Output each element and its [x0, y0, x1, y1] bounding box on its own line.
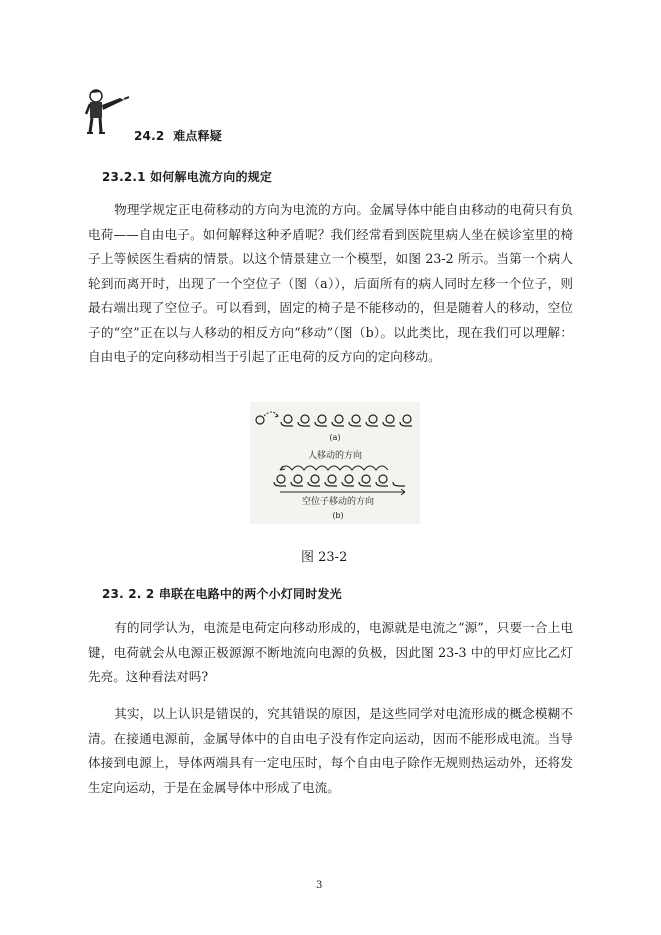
figure-arrow-label-a: 人移动的方向 — [307, 451, 363, 461]
paragraph-1 — [88, 198, 573, 370]
page-number: 3 — [316, 880, 323, 891]
section-number: 24.2 — [134, 129, 165, 143]
paragraph-1-text: 物理学规定正电荷移动的方向为电流的方向。金属导体中能自由移动的电荷只有负电荷——自由电子。如何解释这种矛盾呢？我们经常看到医院里病人坐在候诊室里的椅子上等候医生看病的情景。以这个情景建立一个模型，如图 23-2 所示。当第一个病人轮到而离开时，出现了一个空位子（图（a）），后面所有的病人同时左移一个位子，则最右端出现了空位子。可以看到，固定的椅子是不能移动的，但是随着人的移动，空位子的“空”正在以与人移动的相反方向“移动”（图（b）。以此类比，现在我们可以理解：自由电子的定向移动相当于引起了正电荷的反方向的定向移动。 — [88, 202, 573, 364]
figure-arrow-label-b: 空位子移动的方向 — [301, 497, 375, 507]
figure-label-b: (b) — [332, 511, 344, 520]
subsection-title-1: 23.2.1 如何解电流方向的规定 — [102, 170, 273, 184]
figure-caption: 图 23-2 — [301, 550, 348, 565]
paragraph-2 — [88, 616, 573, 690]
section-heading — [134, 127, 222, 144]
paragraph-3 — [88, 702, 573, 800]
figure-23-2 — [250, 402, 420, 524]
paragraph-3-text: 其实，以上认识是错误的，究其错误的原因，是这些同学对电流形成的概念模糊不清。在接通电源前，金属导体中的自由电子没有作定向运动，因而不能形成电流。当导体接到电源上，导体两端具有一定电压时，每个自由电子除作无规则热运动外，还将发生定向运动，于是在金属导体中形成了电流。 — [88, 706, 573, 795]
section-title: 难点释疑 — [173, 129, 222, 143]
figure-drawing — [250, 402, 420, 524]
figure-label-a: (a) — [329, 433, 341, 442]
paragraph-2-text: 有的同学认为，电流是电荷定向移动形成的，电源就是电流之“源”，只要一合上电键，电荷就会从电源正极源源不断地流向电源的负极，因此图 23-3 中的甲灯应比乙灯先亮。这种看法对吗? — [88, 620, 573, 684]
pointing-teacher-icon — [82, 86, 132, 136]
subsection-title-2: 23. 2. 2 串联在电路中的两个小灯同时发光 — [102, 587, 342, 601]
